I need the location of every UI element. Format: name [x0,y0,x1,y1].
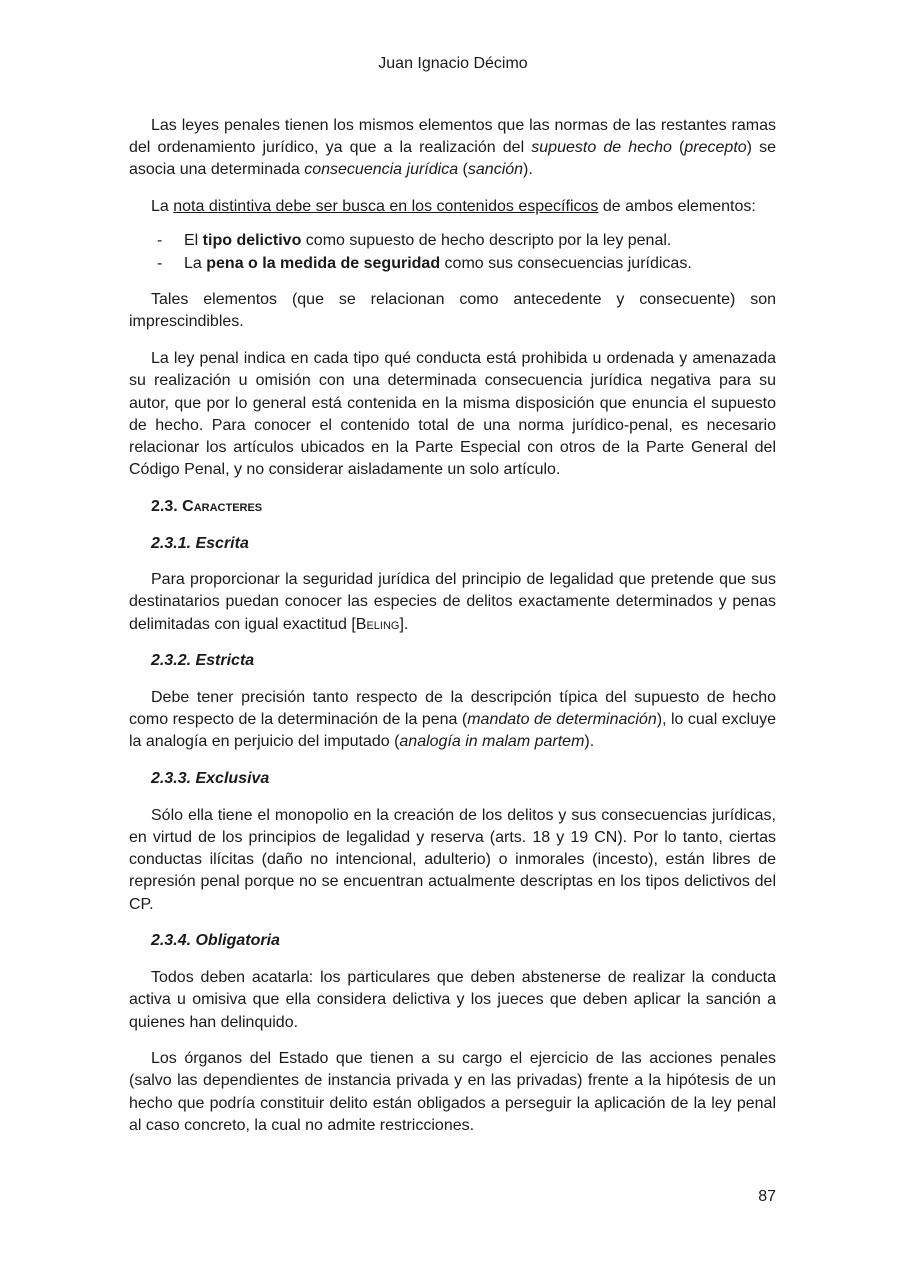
paragraph-obligatoria-2: Los órganos del Estado que tienen a su cargo el ejercicio de las acciones penales (salvo las dependientes de instancia privada y en las privadas) frente a la hipótesis de un hecho que podría constituir delito están obligados a perseguir la aplicación de la ley penal al caso concreto, la cual no admite restricciones. [129,1050,776,1134]
list-item: - La pena o la medida de seguridad como sus consecuencias jurídicas. [157,254,692,272]
subsection-heading-exclusiva: 2.3.3. Exclusiva [151,770,270,788]
paragraph-elements: Las leyes penales tienen los mismos elementos que las normas de las restantes ramas del ordenamiento jurídico, ya que a la realización del supuesto de hecho (precepto) se asocia una determinada consecuencia jurídica (sanción). [129,117,777,179]
paragraph-obligatoria-1: Todos deben acatarla: los particulares que deben abstenerse de realizar la conducta activa u omisiva que ella considera delictiva y los jueces que deben aplicar la sanción a quienes han delinquido. [129,969,776,1031]
running-header: Juan Ignacio Décimo [378,55,528,72]
paragraph-antecedent: Tales elementos (que se relacionan como antecedente y consecuente) son imprescindibles. [129,291,776,331]
elements-list [129,230,776,274]
paragraph-estricta: Debe tener precisión tanto respecto de la descripción típica del supuesto de hecho como respecto de la determinación de la pena (mandato de determinación), lo cual excluye la analogía en perjuicio del imputado (analogía in malam partem). [129,689,776,751]
subsection-heading-escrita: 2.3.1. Escrita [151,534,249,552]
section-heading-caracteres: 2.3. Caracteres [151,497,263,515]
subsection-heading-obligatoria: 2.3.4. Obligatoria [151,932,280,950]
page-number: 87 [758,1188,776,1205]
page-body [129,115,776,1152]
paragraph-penal-law: La ley penal indica en cada tipo qué conducta está prohibida u ordenada y amenazada su realización u omisión con una determinada consecuencia jurídica negativa para su autor, que por lo general está contenida en la misma disposición que enuncia el supuesto de hecho. Para conocer el contenido total de una norma jurídico-penal, es necesario relacionar los artículos ubicados en la Parte Especial con otros de la Parte General del Código Penal, y no considerar aisladamente un solo artículo. [129,350,776,479]
list-item: - El tipo delictivo como supuesto de hecho descripto por la ley penal. [157,232,672,250]
paragraph-exclusiva: Sólo ella tiene el monopolio en la creación de los delitos y sus consecuencias jurídicas, en virtud de los principios de legalidad y reserva (arts. 18 y 19 CN). Por lo tanto, ciertas conductas ilícitas (daño no intencional, adulterio) o inmorales (incesto), están libres de represión penal porque no se encuentran actualmente descriptas en los tipos delictivos del CP. [129,806,776,913]
paragraph-escrita: Para proporcionar la seguridad jurídica del principio de legalidad que pretende que sus destinatarios puedan conocer las especies de delitos exactamente determinados y penas delimitadas con igual exactitud [Beling]. [129,571,776,633]
subsection-heading-estricta: 2.3.2. Estricta [151,652,255,670]
paragraph-distinctive-note: La nota distintiva debe ser busca en los contenidos específicos de ambos elementos: [151,198,756,216]
